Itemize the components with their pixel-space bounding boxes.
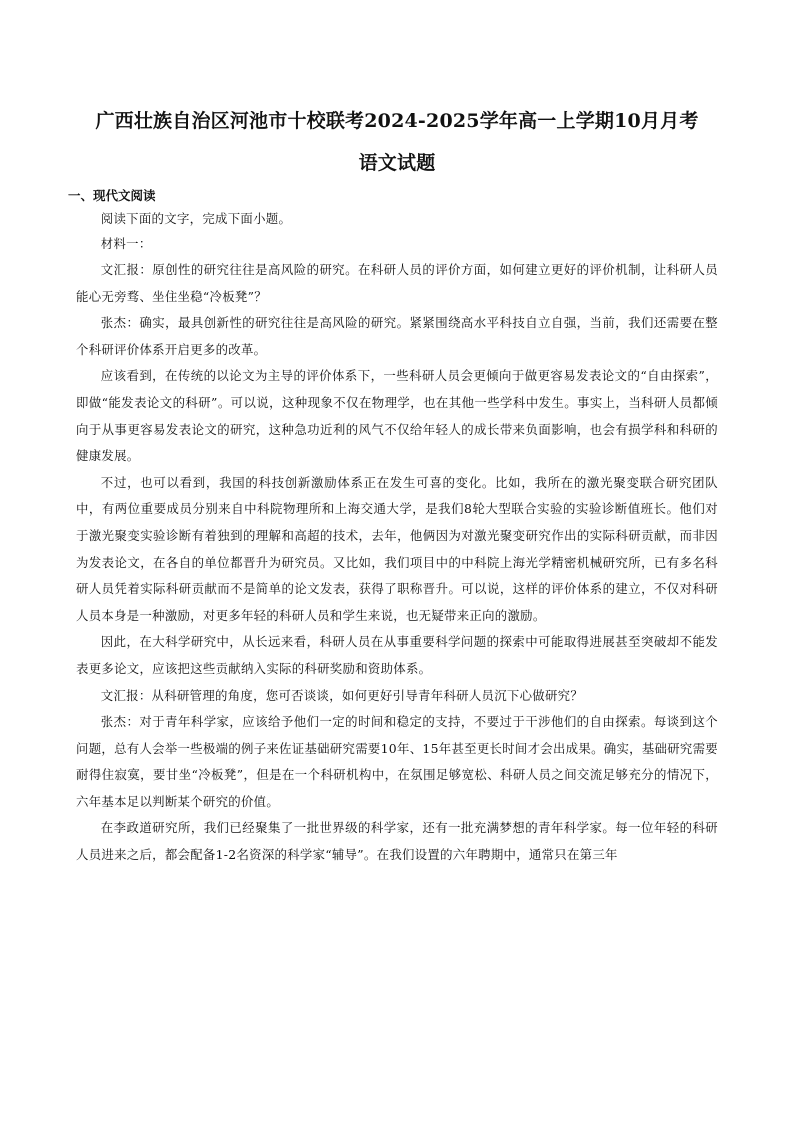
paragraph-answer-5: 张杰：对于青年科学家，应该给予他们一定的时间和稳定的支持，不要过于干涉他们的自由探索。每谈到这个问题，总有人会举一些极端的例子来佐证基础研究需要10年、15年甚至更长时间才会出成果。确实，基础研究需要耐得住寂寞，要甘坐“冷板凳”，但是在一个科研机构中，在氛围足够宽松、科研人员之间交流足够充分的情况下，六年基本足以判断某个研究的价值。	[76, 714, 718, 809]
paragraph-answer-2: 应该看到，在传统的以论文为主导的评价体系下，一些科研人员会更倾向于做更容易发表论文的“自由探索”，即做“能发表论文的科研”。可以说，这种现象不仅在物理学，也在其他一些学科中发生。事实上，当科研人员都倾向于从事更容易发表论文的研究，这种急功近利的风气不仅给年轻人的成长带来负面影响，也会有损学科和科研的健康发展。	[76, 368, 718, 464]
paragraph-material-label: 材料一：	[100, 236, 152, 251]
paragraph-answer-4: 因此，在大科学研究中，从长远来看，科研人员在从事重要科学问题的探索中可能取得进展甚至突破却不能发表更多论文，应该把这些贡献纳入实际的科研奖励和资助体系。	[76, 634, 718, 676]
paragraph-answer-6: 在李政道研究所，我们已经聚集了一批世界级的科学家，还有一批充满梦想的青年科学家。每一位年轻的科研人员进来之后，都会配备1-2名资深的科学家“辅导”。在我们设置的六年聘期中，通常只在第三年	[76, 820, 718, 863]
document-title-line-1: 广西壮族自治区河池市十校联考2024-2025学年高一上学期10月月考	[95, 110, 699, 132]
document-title-line-2: 语文试题	[358, 152, 436, 174]
paragraph-interview-question-1: 文汇报：原创性的研究往往是高风险的研究。在科研人员的评价方面，如何建立更好的评价机制，让科研人员能心无旁骛、坐住坐稳“冷板凳”？	[76, 262, 718, 304]
paragraph-answer-1: 张杰：确实，最具创新性的研究往往是高风险的研究。紧紧围绕高水平科技自立自强，当前，我们还需要在整个科研评价体系开启更多的改革。	[76, 315, 718, 357]
paragraph-interview-question-2: 文汇报：从科研管理的角度，您可否谈谈，如何更好引导青年科研人员沉下心做研究？	[100, 687, 584, 703]
section-heading: 一、现代文阅读	[68, 188, 156, 203]
paragraph-answer-3: 不过，也可以看到，我国的科技创新激励体系正在发生可喜的变化。比如，我所在的激光聚变联合研究团队中，有两位重要成员分别来自中科院物理所和上海交通大学，是我们8轮大型联合实验的实验诊断值班长。他们对于激光聚变实验诊断有着独到的理解和高超的技术，去年，他俩因为对激光聚变研究作出的实际科研贡献，而非因为发表论文，在各自的单位都晋升为研究员。又比如，我们项目中的中科院上海光学精密机械研究所，已有多名科研人员凭着实际科研贡献而不是简单的论文发表，获得了职称晋升。可以说，这样的评价体系的建立，不仅对科研人员本身是一种激励，对更多年轻的科研人员和学生来说，也无疑带来正向的激励。	[76, 474, 718, 623]
paragraph-instruction: 阅读下面的文字，完成下面小题。	[100, 211, 292, 226]
